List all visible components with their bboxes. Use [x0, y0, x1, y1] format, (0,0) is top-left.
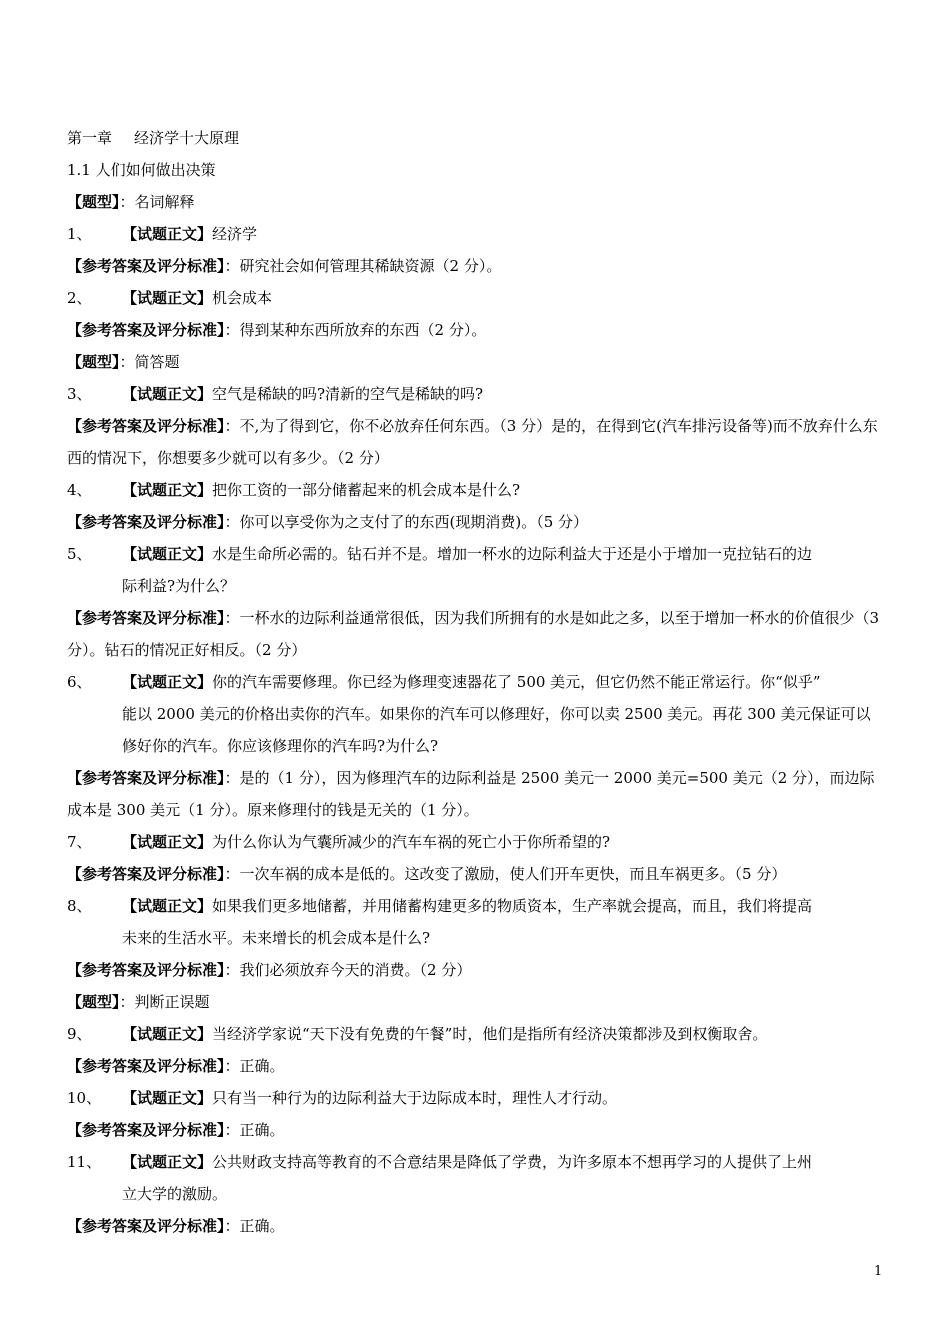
question-list — [67, 186, 885, 1242]
answer-item — [67, 602, 885, 666]
type-text: ：判断正误题 — [119, 993, 210, 1011]
answer-item — [67, 1050, 885, 1082]
answer-item — [67, 954, 885, 986]
question-item — [67, 1018, 885, 1050]
page-number: 1 — [874, 1264, 883, 1279]
chapter-title: 经济学十大原理 — [134, 129, 240, 147]
question-number: 5、 — [67, 545, 92, 563]
question-tag: 【试题正文】 — [122, 1025, 213, 1043]
question-type-heading — [67, 186, 885, 218]
question-tag: 【试题正文】 — [122, 545, 213, 563]
answer-tag: 【参考答案及评分标准】 — [67, 1121, 225, 1139]
answer-text: ：研究社会如何管理其稀缺资源（2 分）。 — [224, 257, 502, 275]
question-number: 10、 — [67, 1089, 102, 1107]
question-body — [122, 1082, 885, 1114]
question-body — [122, 218, 885, 250]
answer-tag: 【参考答案及评分标准】 — [67, 321, 225, 339]
question-tag: 【试题正文】 — [122, 289, 213, 307]
section-heading: 1.1 人们如何做出决策 — [67, 161, 216, 179]
answer-text: ：得到某种东西所放弃的东西（2 分）。 — [224, 321, 487, 339]
question-tag: 【试题正文】 — [122, 481, 213, 499]
question-first-line — [122, 474, 885, 506]
answer-text: ：一杯水的边际利益通常很低，因为我们所拥有的水是如此之多，以至于增加一杯水的价值很少（3 分）。钻石的情况正好相反。（2 分） — [67, 609, 880, 659]
question-text: 为什么你认为气囊所减少的汽车车祸的死亡小于你所希望的? — [212, 833, 611, 851]
question-tag: 【试题正文】 — [122, 1153, 213, 1171]
question-type-heading — [67, 346, 885, 378]
type-text: ：名词解释 — [119, 193, 195, 211]
question-body — [122, 474, 885, 506]
question-first-line — [122, 1082, 885, 1114]
answer-item — [67, 314, 885, 346]
question-number: 1、 — [67, 225, 92, 243]
document-page — [67, 122, 885, 1242]
answer-text: ：不,为了得到它，你不必放弃任何东西。（3 分）是的，在得到它(汽车排污设备等)而不放弃什么东西的情况下，你想要多少就可以有多少。（2 分） — [67, 417, 878, 467]
answer-text: ：我们必须放弃今天的消费。（2 分） — [224, 961, 472, 979]
chapter-heading — [67, 122, 885, 154]
question-first-line — [122, 538, 885, 570]
question-text: 水是生命所必需的。钻石并不是。增加一杯水的边际利益大于还是小于增加一克拉钻石的边 — [212, 545, 813, 563]
answer-tag: 【参考答案及评分标准】 — [67, 769, 225, 787]
question-number: 9、 — [67, 1025, 92, 1043]
type-text: ：简答题 — [119, 353, 180, 371]
question-item — [67, 890, 885, 954]
question-body — [122, 666, 885, 762]
answer-text: ：是的（1 分），因为修理汽车的边际利益是 2500 美元一 2000 美元=500 美元（2 分），而边际成本是 300 美元（1 分）。原来修理付的钱是无关的（1 分）。 — [67, 769, 875, 819]
question-type-heading — [67, 986, 885, 1018]
answer-item — [67, 506, 885, 538]
question-continuation: 能以 2000 美元的价格出卖你的汽车。如果你的汽车可以修理好，你可以卖 2500 美元。再花 300 美元保证可以修好你的汽车。你应该修理你的汽车吗?为什么? — [122, 705, 871, 755]
question-first-line — [122, 666, 885, 698]
question-continuation: 未来的生活水平。未来增长的机会成本是什么? — [122, 929, 431, 947]
answer-text: ：正确。 — [224, 1217, 285, 1235]
question-first-line — [122, 378, 885, 410]
question-text: 当经济学家说“天下没有免费的午餐”时，他们是指所有经济决策都涉及到权衡取舍。 — [212, 1025, 768, 1043]
question-number: 6、 — [67, 673, 92, 691]
question-item — [67, 378, 885, 410]
question-text: 把你工资的一部分储蓄起来的机会成本是什么? — [212, 481, 521, 499]
answer-tag: 【参考答案及评分标准】 — [67, 513, 225, 531]
chapter-label: 第一章 — [67, 129, 113, 147]
answer-text: ：一次车祸的成本是低的。这改变了激励，使人们开车更快，而且车祸更多。（5 分） — [224, 865, 787, 883]
question-tag: 【试题正文】 — [122, 673, 213, 691]
question-item — [67, 1082, 885, 1114]
answer-text: ：正确。 — [224, 1057, 285, 1075]
question-item — [67, 1146, 885, 1210]
question-text: 经济学 — [212, 225, 258, 243]
question-tag: 【试题正文】 — [122, 833, 213, 851]
question-number: 8、 — [67, 897, 92, 915]
question-text: 空气是稀缺的吗?清新的空气是稀缺的吗? — [212, 385, 484, 403]
answer-text: ：正确。 — [224, 1121, 285, 1139]
type-tag: 【题型】 — [67, 993, 120, 1011]
question-body — [122, 826, 885, 858]
answer-item — [67, 1210, 885, 1242]
answer-item — [67, 1114, 885, 1146]
question-first-line — [122, 1146, 885, 1178]
question-number: 4、 — [67, 481, 92, 499]
question-number: 7、 — [67, 833, 92, 851]
answer-item — [67, 762, 885, 826]
question-tag: 【试题正文】 — [122, 385, 213, 403]
question-number: 11、 — [67, 1153, 102, 1171]
question-continuation: 立大学的激励。 — [122, 1185, 228, 1203]
question-first-line — [122, 282, 885, 314]
question-body — [122, 538, 885, 602]
question-body — [122, 282, 885, 314]
question-item — [67, 666, 885, 762]
type-tag: 【题型】 — [67, 193, 120, 211]
question-item — [67, 474, 885, 506]
question-body — [122, 890, 885, 954]
question-body — [122, 378, 885, 410]
answer-tag: 【参考答案及评分标准】 — [67, 257, 225, 275]
answer-tag: 【参考答案及评分标准】 — [67, 865, 225, 883]
answer-text: ：你可以享受你为之支付了的东西(现期消费)。（5 分） — [224, 513, 589, 531]
question-first-line — [122, 890, 885, 922]
question-body — [122, 1018, 885, 1050]
answer-item — [67, 858, 885, 890]
question-first-line — [122, 826, 885, 858]
question-item — [67, 538, 885, 602]
answer-tag: 【参考答案及评分标准】 — [67, 417, 225, 435]
question-tag: 【试题正文】 — [122, 1089, 213, 1107]
question-item — [67, 218, 885, 250]
question-text: 你的汽车需要修理。你已经为修理变速器花了 500 美元，但它仍然不能正常运行。你“似乎” — [212, 673, 821, 691]
question-text: 只有当一种行为的边际利益大于边际成本时，理性人才行动。 — [212, 1089, 618, 1107]
question-tag: 【试题正文】 — [122, 897, 213, 915]
answer-tag: 【参考答案及评分标准】 — [67, 1057, 225, 1075]
question-text: 如果我们更多地储蓄，并用储蓄构建更多的物质资本，生产率就会提高，而且，我们将提高 — [212, 897, 813, 915]
type-tag: 【题型】 — [67, 353, 120, 371]
question-text: 公共财政支持高等教育的不合意结果是降低了学费，为许多原本不想再学习的人提供了上州 — [212, 1153, 813, 1171]
question-tag: 【试题正文】 — [122, 225, 213, 243]
answer-tag: 【参考答案及评分标准】 — [67, 1217, 225, 1235]
question-item — [67, 826, 885, 858]
question-number: 2、 — [67, 289, 92, 307]
question-first-line — [122, 218, 885, 250]
answer-item — [67, 250, 885, 282]
answer-tag: 【参考答案及评分标准】 — [67, 961, 225, 979]
question-text: 机会成本 — [212, 289, 273, 307]
answer-tag: 【参考答案及评分标准】 — [67, 609, 225, 627]
question-item — [67, 282, 885, 314]
question-first-line — [122, 1018, 885, 1050]
answer-item — [67, 410, 885, 474]
question-body — [122, 1146, 885, 1210]
question-number: 3、 — [67, 385, 92, 403]
question-continuation: 际利益?为什么？ — [122, 577, 236, 595]
